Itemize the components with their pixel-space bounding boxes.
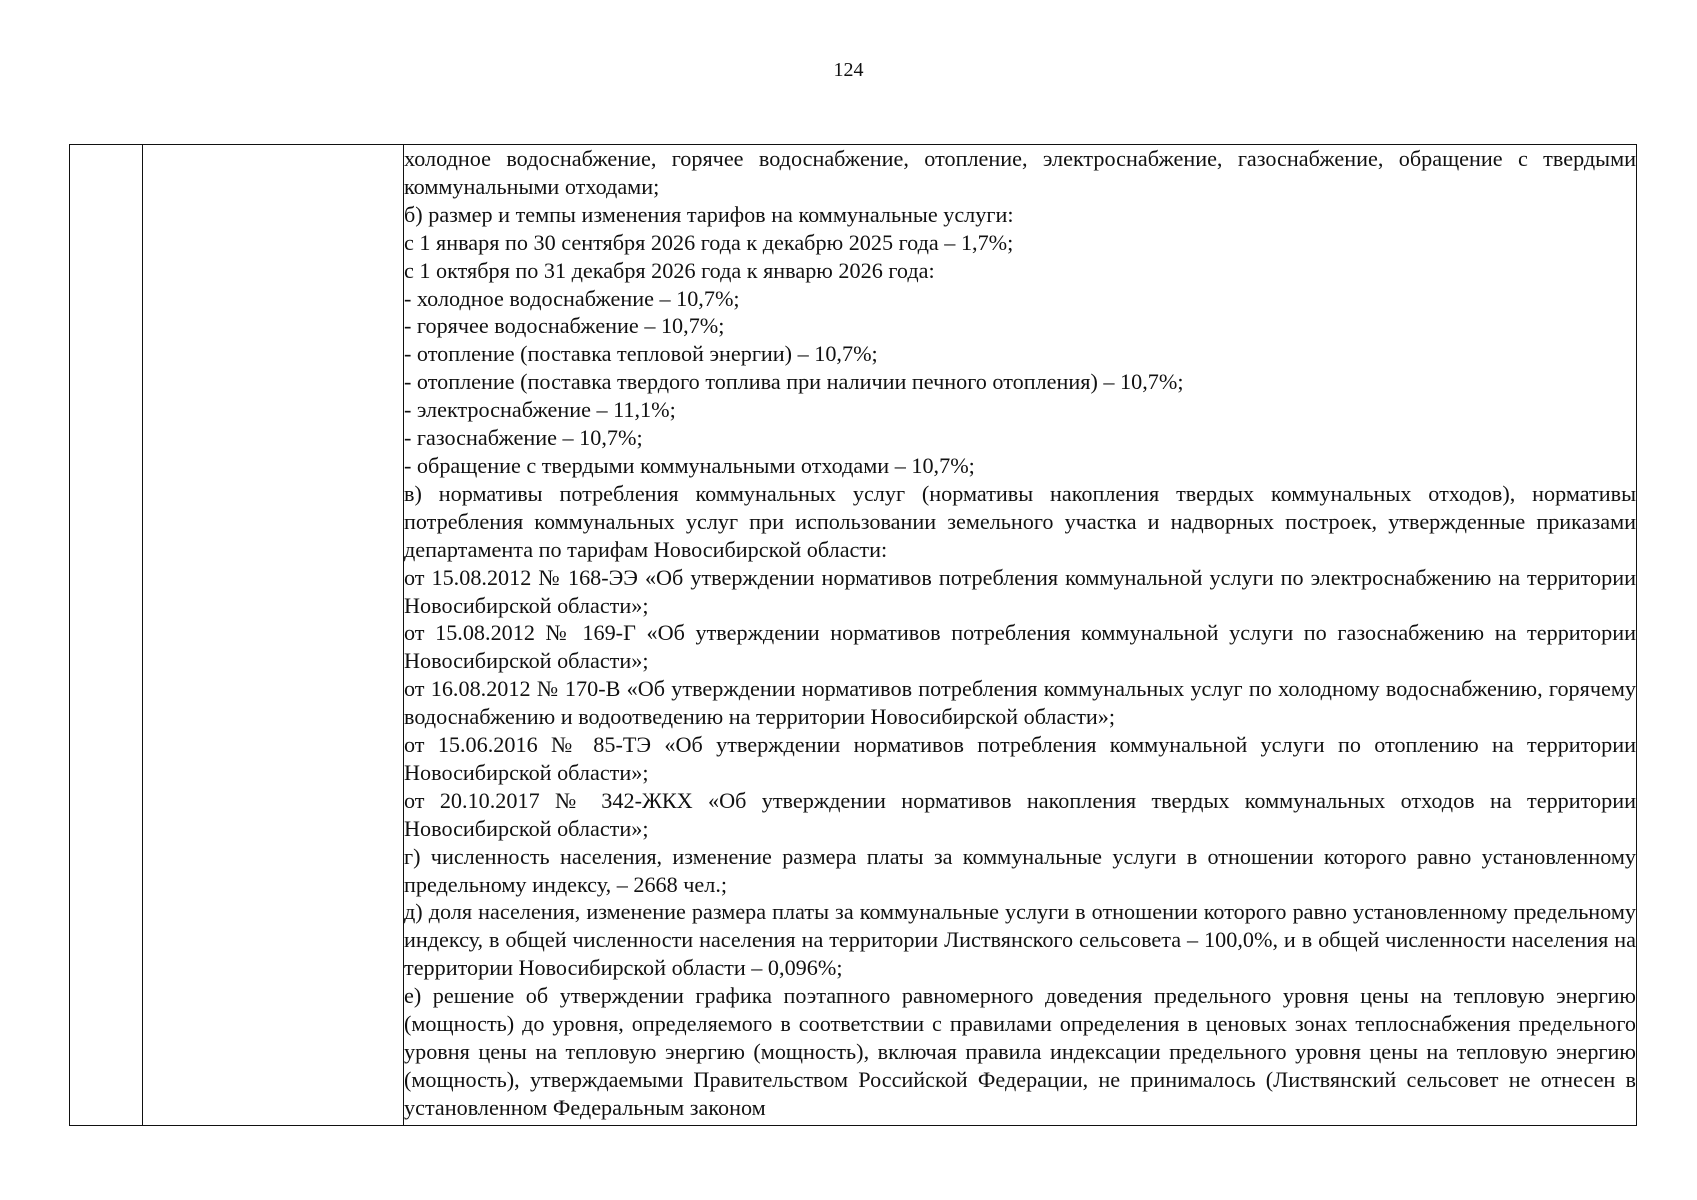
paragraph: с 1 октября по 31 декабря 2026 года к январю 2026 года: (404, 257, 935, 283)
paragraph: б) размер и темпы изменения тарифов на коммунальные услуги: (404, 201, 1014, 227)
table-cell-number (70, 145, 143, 1126)
document-table (69, 144, 1637, 1126)
paragraph: - отопление (поставка твердого топлива при наличии печного отопления) – 10,7%; (404, 369, 1184, 395)
table-row (70, 145, 1637, 1126)
paragraph: с 1 января по 30 сентября 2026 года к декабрю 2025 года – 1,7%; (404, 229, 1014, 255)
paragraph: - холодное водоснабжение – 10,7%; (404, 285, 740, 311)
paragraph: от 15.08.2012 № 169-Г «Об утверждении нормативов потребления коммунальной услуги по газоснабжению на территории Новосибирской области»; (404, 620, 1636, 674)
paragraph: - электроснабжение – 11,1%; (404, 397, 676, 423)
paragraph: холодное водоснабжение, горячее водоснабжение, отопление, электроснабжение, газоснабжение, обращение с твердыми коммунальными отходами; (404, 146, 1636, 199)
paragraph: от 15.08.2012 № 168-ЭЭ «Об утверждении нормативов потребления коммунальной услуги по электроснабжению на территории Новосибирской области»; (404, 564, 1636, 618)
paragraph: от 20.10.2017 № 342-ЖКХ «Об утверждении нормативов накопления твердых коммунальных отходов на территории Новосибирской области»; (404, 787, 1636, 841)
paragraph: - отопление (поставка тепловой энергии) – 10,7%; (404, 341, 878, 367)
page-number: 124 (833, 59, 864, 81)
paragraph: от 15.06.2016 № 85-ТЭ «Об утверждении нормативов потребления коммунальной услуги по отоплению на территории Новосибирской области»; (404, 732, 1636, 785)
table-cell-content (404, 145, 1637, 1126)
paragraph: - горячее водоснабжение – 10,7%; (404, 313, 725, 339)
table-cell-name (143, 145, 404, 1126)
paragraph: в) нормативы потребления коммунальных услуг (нормативы накопления твердых коммунальных отходов), нормативы потребления коммунальных услуг при использовании земельного участка и надворных построек, утвержденные приказами департамента по тарифам Новосибирской области: (404, 480, 1636, 562)
paragraph: г) численность населения, изменение размера платы за коммунальные услуги в отношении которого равно установленному предельному индексу, – 2668 чел.; (404, 843, 1636, 897)
paragraph: д) доля населения, изменение размера платы за коммунальные услуги в отношении которого равно установленному предельному индексу, в общей численности населения на территории Листвянского сельсовета – 100,0%, и в общей численности населения на территории Новосибирской области – 0,096%; (404, 899, 1636, 981)
paragraph: от 16.08.2012 № 170-В «Об утверждении нормативов потребления коммунальных услуг по холодному водоснабжению, горячему водоснабжению и водоотведению на территории Новосибирской области»; (404, 676, 1636, 730)
paragraph: - обращение с твердыми коммунальными отходами – 10,7%; (404, 452, 975, 478)
paragraph: е) решение об утверждении графика поэтапного равномерного доведения предельного уровня цены на тепловую энергию (мощность) до уровня, определяемого в соответствии с правилами определения в ценовых зонах теплоснабжения предельного уровня цены на тепловую энергию (мощность), включая правила индексации предельного уровня цены на тепловую энергию (мощность), утверждаемыми Правительством Российской Федерации, не принималось (Листвянский сельсовет не отнесен в установленном Федеральным законом (404, 983, 1636, 1120)
paragraph: - газоснабжение – 10,7%; (404, 425, 643, 451)
